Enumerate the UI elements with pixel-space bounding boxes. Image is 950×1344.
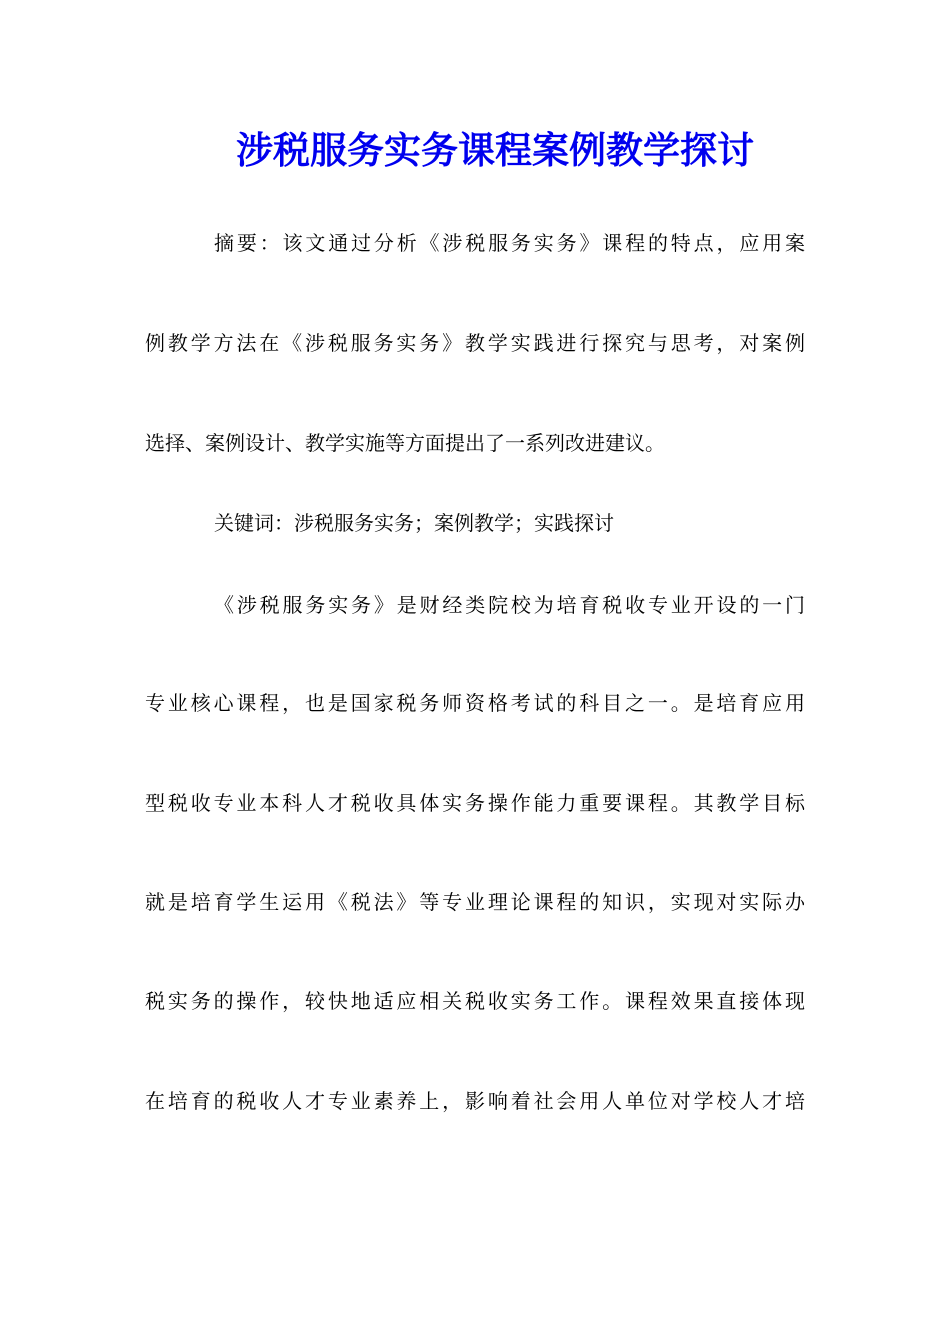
- body-line: 税实务的操作，较快地适应相关税收实务工作。课程效果直接体现: [145, 989, 805, 1013]
- body-line: 专业核心课程，也是国家税务师资格考试的科目之一。是培育应用: [145, 691, 805, 715]
- body-line: 《涉税服务实务》是财经类院校为培育税收专业开设的一门: [214, 593, 805, 617]
- body-line: 型税收专业本科人才税收具体实务操作能力重要课程。其教学目标: [145, 791, 805, 815]
- body-line: 就是培育学生运用《税法》等专业理论课程的知识，实现对实际办: [145, 890, 805, 914]
- abstract-line: 例教学方法在《涉税服务实务》教学实践进行探究与思考，对案例: [145, 331, 805, 355]
- document-title: 涉税服务实务课程案例教学探讨: [236, 128, 754, 172]
- keywords-line: 关键词：涉税服务实务；案例教学；实践探讨: [214, 511, 614, 535]
- body-line: 在培育的税收人才专业素养上，影响着社会用人单位对学校人才培: [145, 1089, 805, 1113]
- abstract-line: 摘要：该文通过分析《涉税服务实务》课程的特点，应用案: [214, 231, 805, 255]
- abstract-line: 选择、案例设计、教学实施等方面提出了一系列改进建议。: [145, 431, 665, 455]
